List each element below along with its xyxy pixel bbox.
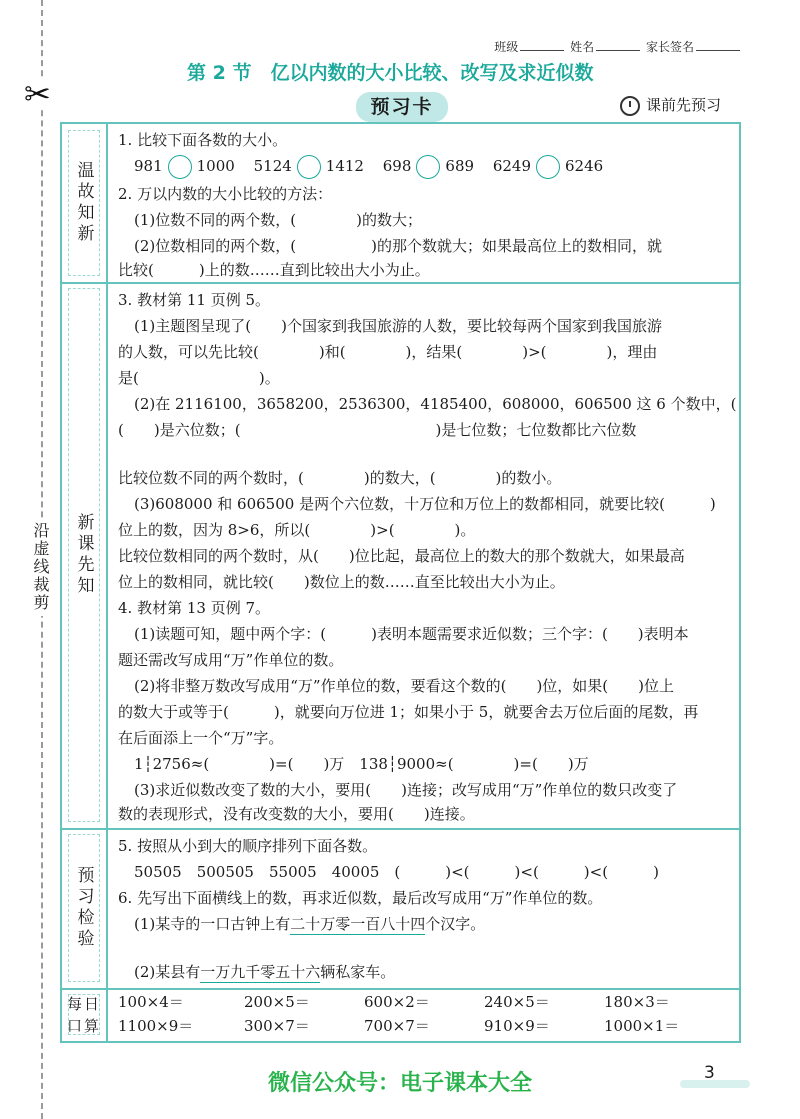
calc-item: 240×5＝	[484, 993, 550, 1011]
section-label: 预习检验	[62, 828, 108, 988]
calc-item: 300×7＝	[244, 1017, 310, 1035]
name-label: 姓名	[570, 40, 595, 54]
text-line: 位上的数相同，就比较( )数位上的数……直至比较出大小为止。	[118, 573, 565, 591]
parent-sign-label: 家长签名	[645, 40, 694, 54]
question-2: 2. 万以内数的大小比较的方法：	[118, 185, 333, 203]
question-5: 5. 按照从小到大的顺序排列下面各数。	[118, 837, 378, 855]
section-review	[62, 124, 739, 284]
preview-tag-label: 课前先预习	[646, 96, 722, 114]
scissors-icon: ✂	[24, 75, 51, 113]
text-line: (2)将非整万数改写成用“万”作单位的数，要看这个数的( )位，如果( )位上	[134, 677, 674, 695]
question-6-part-2: (2)某县有一万九千零五十六辆私家车。	[134, 963, 396, 981]
text-line: 位上的数，因为 8>6，所以( )>( )。	[118, 521, 476, 539]
comparison-item: 6249 6246	[493, 154, 603, 179]
question-2-line: (2)位数相同的两个数，( )的那个数就大；如果最高位上的数相同，就	[134, 237, 662, 255]
text-line: (2)在 2116100，3658200，2536300，4185400，608000，606500 这 6 个数中，(	[134, 395, 737, 413]
text-line: (1)读题可知，题中两个字：( )表明本题需要求近似数；三个字：( )表明本	[134, 625, 689, 643]
section-label: 每日口算	[62, 988, 108, 1041]
cut-instruction: 沿虚线裁剪	[29, 518, 53, 616]
answer-circle[interactable]	[416, 155, 440, 179]
question-1: 1. 比较下面各数的大小。	[118, 131, 288, 149]
student-info-line	[494, 38, 742, 55]
text-line: 1┆2756≈( )=( )万 138┆9000≈( )=( )万	[134, 755, 589, 773]
preview-card-panel	[60, 122, 741, 1043]
section-label: 新课先知	[62, 282, 108, 828]
text-line: (1)主题图呈现了( )个国家到我国旅游的人数，要比较每两个国家到我国旅游	[134, 317, 662, 335]
comparison-item: 981 1000	[134, 154, 235, 179]
calc-item: 600×2＝	[364, 993, 430, 1011]
section-new-lesson	[62, 282, 739, 830]
class-label: 班级	[494, 40, 519, 54]
text-line: 是( )。	[118, 369, 280, 387]
text-line: 比较位数不同的两个数时，( )的数大，( )的数小。	[118, 469, 562, 487]
question-6-part-1: (1)某寺的一口古钟上有二十万零一百八十四个汉字。	[134, 915, 486, 933]
comparison-item: 5124 1412	[254, 154, 364, 179]
card-title: 预习卡	[356, 92, 448, 122]
text-line: (3)608000 和 606500 是两个六位数，十万位和万位上的数都相同，就要比较( )	[134, 495, 716, 513]
answer-circle[interactable]	[536, 155, 560, 179]
question-4: 4. 教材第 13 页例 7。	[118, 599, 271, 617]
clock-icon	[620, 96, 640, 116]
page-number: 3	[704, 1063, 715, 1083]
calc-item: 1000×1＝	[604, 1017, 680, 1035]
comparison-item: 698 689	[383, 154, 474, 179]
question-3: 3. 教材第 11 页例 5。	[118, 291, 271, 309]
number-order-line: 50505 500505 55005 40005 ( )<( )<( )<( )	[134, 863, 659, 881]
calc-item: 910×9＝	[484, 1017, 550, 1035]
calc-item: 700×7＝	[364, 1017, 430, 1035]
answer-circle[interactable]	[168, 155, 192, 179]
question-2-line: (1)位数不同的两个数，( )的数大；	[134, 211, 422, 229]
calc-item: 200×5＝	[244, 993, 310, 1011]
section-check	[62, 828, 739, 990]
preview-tag	[620, 94, 721, 116]
calc-item: 180×3＝	[604, 993, 670, 1011]
lesson-title: 第 2 节 亿以内数的大小比较、改写及求近似数	[187, 62, 594, 84]
text-line: 的人数，可以先比较( )和( )，结果( )>( )，理由	[118, 343, 658, 361]
class-field[interactable]	[520, 50, 564, 51]
question-2-line: 比较( )上的数……直到比较出大小为止。	[118, 261, 430, 279]
text-line: 数的表现形式，没有改变数的大小，要用( )连接。	[118, 805, 475, 823]
text-line: ( )是六位数；( )是七位数；七位数都比六位数	[118, 421, 637, 439]
comparison-row	[134, 154, 617, 179]
text-line: 的数大于或等于( )，就要向万位进 1；如果小于 5，就要舍去万位后面的尾数，再	[118, 703, 699, 721]
text-line: 题还需改写成用“万”作单位的数。	[118, 651, 344, 669]
question-6: 6. 先写出下面横线上的数，再求近似数，最后改写成用“万”作单位的数。	[118, 889, 603, 907]
text-line: 在后面添上一个“万”字。	[118, 729, 284, 747]
section-label: 温故知新	[62, 124, 108, 282]
name-field[interactable]	[596, 50, 640, 51]
parent-sign-field[interactable]	[696, 50, 740, 51]
text-line: 比较位数相同的两个数时，从( )位比起，最高位上的数大的那个数就大，如果最高	[118, 547, 685, 565]
text-line: (3)求近似数改变了数的大小，要用( )连接；改写成用“万”作单位的数只改变了	[134, 781, 678, 799]
answer-circle[interactable]	[297, 155, 321, 179]
section-daily	[62, 988, 739, 1041]
calc-item: 1100×9＝	[118, 1017, 194, 1035]
calc-item: 100×4＝	[118, 993, 184, 1011]
wechat-footer: 微信公众号：电子课本大全	[267, 1071, 532, 1096]
